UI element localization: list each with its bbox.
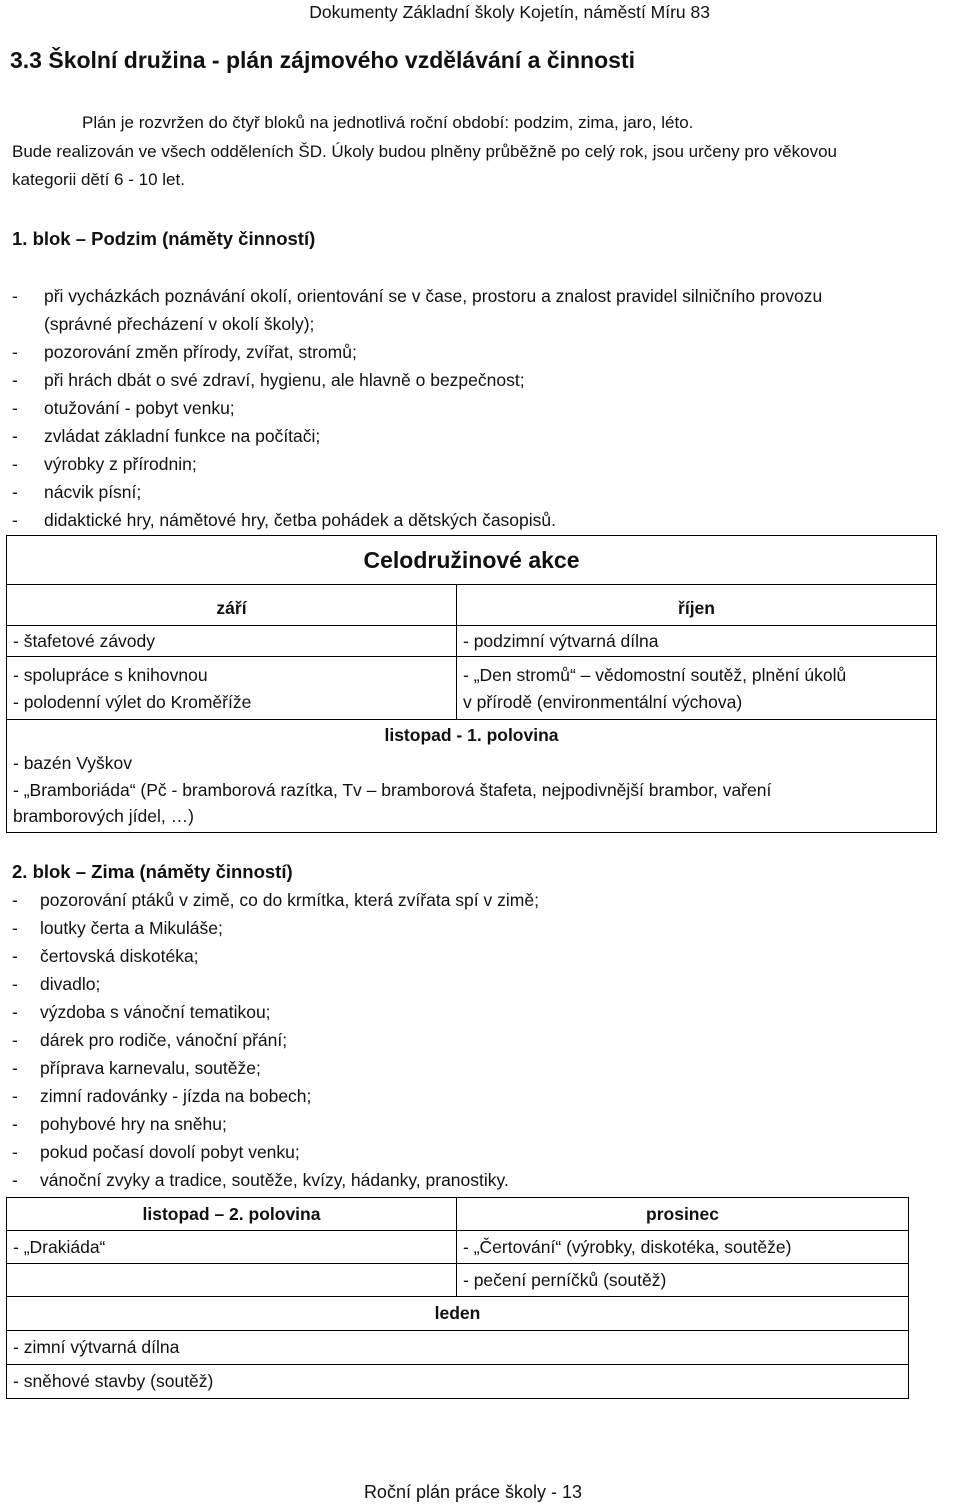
running-header: Dokumenty Základní školy Kojetín, náměstí Míru 83 xyxy=(309,2,710,22)
block2-list xyxy=(12,886,539,1194)
list-item: - čertovská diskotéka; xyxy=(12,946,199,966)
page-footer: Roční plán práce školy - 13 xyxy=(363,1482,583,1502)
table-cell: - štafetové závody xyxy=(7,626,457,657)
list-item: - při vycházkách poznávání okolí, orientování se v čase, prostoru a znalost pravidel silničního provozu xyxy=(12,286,823,306)
column-header-october: říjen xyxy=(457,585,937,626)
table-cell: - sněhové stavby (soutěž) xyxy=(7,1365,909,1399)
column-header-september: září xyxy=(7,585,457,626)
column-header-november-2: listopad – 2. polovina xyxy=(7,1198,457,1231)
table-cell: - „Den stromů“ – vědomostní soutěž, plnění úkolů v přírodě (environmentální výchova) xyxy=(457,657,937,720)
intro-line-3: kategorii dětí 6 - 10 let. xyxy=(12,170,185,189)
list-item: - didaktické hry, námětové hry, četba pohádek a dětských časopisů. xyxy=(12,510,556,530)
table-cell: - „Drakiáda“ xyxy=(7,1231,457,1264)
block2-title: 2. blok – Zima (náměty činností) xyxy=(12,861,293,882)
list-item: - pokud počasí dovolí pobyt venku; xyxy=(12,1142,300,1162)
block1-title: 1. blok – Podzim (náměty činností) xyxy=(12,228,316,249)
list-item: - pozorování ptáků v zimě, co do krmítka, která zvířata spí v zimě; xyxy=(12,890,539,910)
list-item: - příprava karnevalu, soutěže; xyxy=(12,1058,261,1078)
sub-heading-november-1: listopad - 1. polovina xyxy=(7,720,937,751)
sub-heading-january: leden xyxy=(7,1297,909,1331)
winter-events-table xyxy=(6,1197,909,1399)
list-item: - výrobky z přírodnin; xyxy=(12,454,197,474)
block1-list xyxy=(12,282,822,534)
table-cell-empty xyxy=(7,1264,457,1297)
table-heading: Celodružinové akce xyxy=(7,536,937,585)
list-item: - zvládat základní funkce na počítači; xyxy=(12,426,321,446)
list-item: - dárek pro rodiče, vánoční přání; xyxy=(12,1030,288,1050)
section-title: 3.3 Školní družina - plán zájmového vzdělávání a činnosti xyxy=(10,47,635,73)
list-item-continuation: (správné přecházení v okolí školy); xyxy=(44,314,315,334)
list-item: - nácvik písní; xyxy=(12,482,142,502)
list-item: - divadlo; xyxy=(12,974,101,994)
table-cell: - zimní výtvarná dílna xyxy=(7,1331,909,1365)
autumn-events-table xyxy=(6,535,937,833)
intro-line-2: Bude realizován ve všech odděleních ŠD. Úkoly budou plněny průběžně po celý rok, jsou určeny pro věkovou xyxy=(12,142,837,161)
list-item: - výzdoba s vánoční tematikou; xyxy=(12,1002,271,1022)
list-item: - otužování - pobyt venku; xyxy=(12,398,235,418)
list-item: - při hrách dbát o své zdraví, hygienu, ale hlavně o bezpečnost; xyxy=(12,370,525,390)
list-item: - pozorování změn přírody, zvířat, stromů; xyxy=(12,342,357,362)
intro-line-1: Plán je rozvržen do čtyř bloků na jednotlivá roční období: podzim, zima, jaro, léto. xyxy=(82,113,694,132)
table-cell: - „Čertování“ (výrobky, diskotéka, soutěže) xyxy=(457,1231,909,1264)
table-cell: - spolupráce s knihovnou - polodenní výlet do Kroměříže xyxy=(7,657,457,720)
table-cell: - podzimní výtvarná dílna xyxy=(457,626,937,657)
list-item: - loutky čerta a Mikuláše; xyxy=(12,918,223,938)
list-item: - zimní radovánky - jízda na bobech; xyxy=(12,1086,312,1106)
table-cell: - pečení perníčků (soutěž) xyxy=(457,1264,909,1297)
list-item: - pohybové hry na sněhu; xyxy=(12,1114,227,1134)
table-cell: - bazén Vyškov - „Bramboriáda“ (Pč - bramborová razítka, Tv – bramborová štafeta, nejpodivnější brambor, vaření bramborových jídel, …) xyxy=(7,750,937,832)
list-item: - vánoční zvyky a tradice, soutěže, kvízy, hádanky, pranostiky. xyxy=(12,1170,509,1190)
column-header-december: prosinec xyxy=(457,1198,909,1231)
